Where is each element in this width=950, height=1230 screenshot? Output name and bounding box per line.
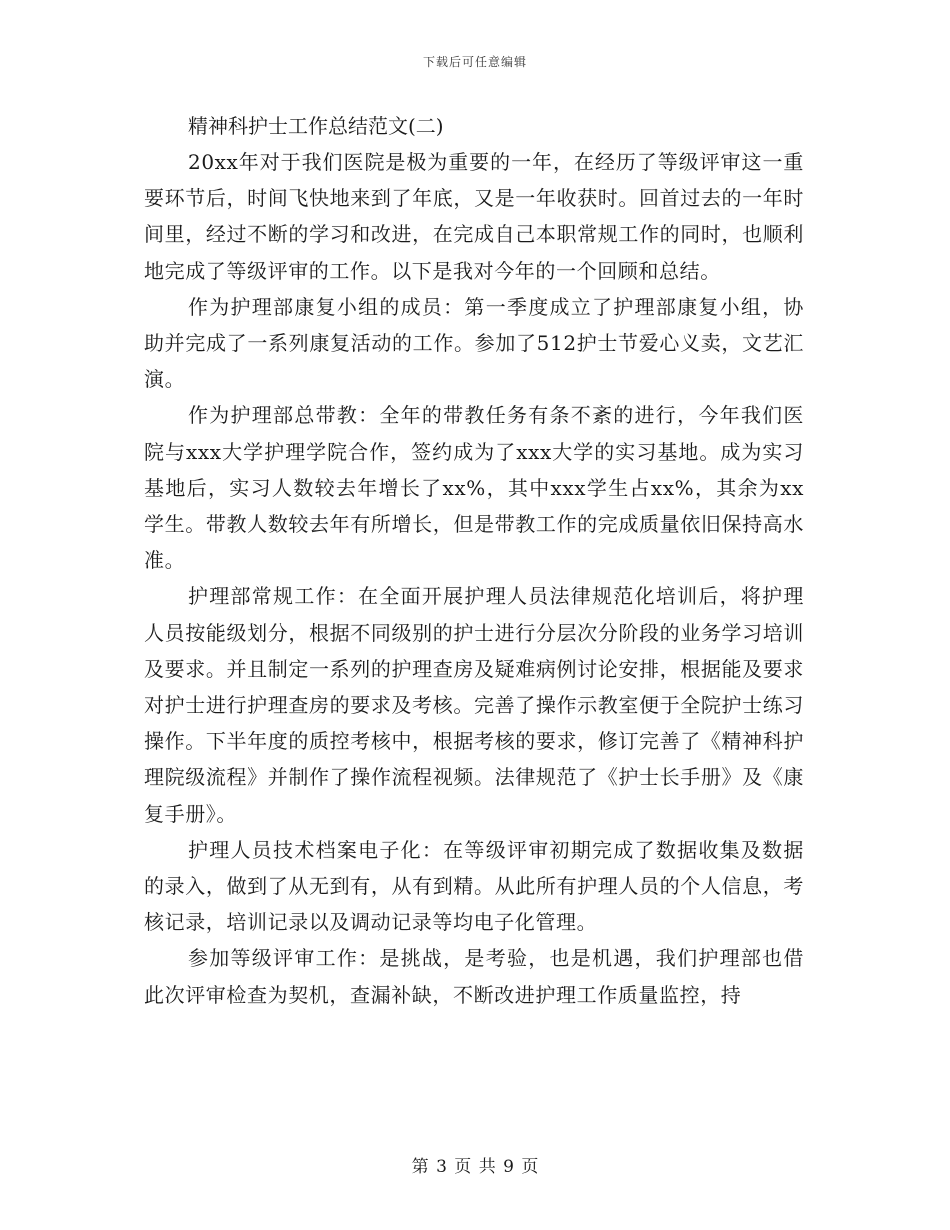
paragraph-grade-review: 参加等级评审工作：是挑战，是考验，也是机遇，我们护理部也借此次评审检查为契机，查漏补缺，不断改进护理工作质量监控，持 xyxy=(144,946,804,1007)
document-title: 精神科护士工作总结范文(二) xyxy=(188,114,444,138)
header-note: 下载后可任意编辑 xyxy=(422,55,527,69)
paragraph-digital-records: 护理人员技术档案电子化：在等级评审初期完成了数据收集及数据的录入，做到了从无到有，从有到精。从此所有护理人员的个人信息，考核记录，培训记录以及调动记录等均电子化管理。 xyxy=(144,837,804,935)
paragraph-rehab-group: 作为护理部康复小组的成员：第一季度成立了护理部康复小组，协助并完成了一系列康复活动的工作。参加了512护士节爱心义卖，文艺汇演。 xyxy=(144,294,804,392)
paragraph-intro: 20xx年对于我们医院是极为重要的一年，在经历了等级评审这一重要环节后，时间飞快地来到了年底，又是一年收获时。回首过去的一年时间里，经过不断的学习和改进，在完成自己本职常规工作的同时，也顺利地完成了等级评审的工作。以下是我对今年的一个回顾和总结。 xyxy=(144,150,804,283)
paragraph-routine-work: 护理部常规工作：在全面开展护理人员法律规范化培训后，将护理人员按能级划分，根据不同级别的护士进行分层次分阶段的业务学习培训及要求。并且制定一系列的护理查房及疑难病例讨论安排，根据能及要求对护士进行护理查房的要求及考核。完善了操作示教室便于全院护士练习操作。下半年度的质控考核中，根据考核的要求，修订完善了《精神科护理院级流程》并制作了操作流程视频。法律规范了《护士长手册》及《康复手册》。 xyxy=(144,584,804,826)
document-body xyxy=(144,108,804,1013)
page-indicator: 第 3 页 共 9 页 xyxy=(411,1157,539,1177)
paragraph-teaching: 作为护理部总带教：全年的带教任务有条不紊的进行，今年我们医院与xxx大学护理学院合作，签约成为了xxx大学的实习基地。成为实习基地后，实习人数较去年增长了xx%，其中xxx学生占xx%，其余为xx学生。带教人数较去年有所增长，但是带教工作的完成质量依旧保持高水准。 xyxy=(144,403,804,573)
